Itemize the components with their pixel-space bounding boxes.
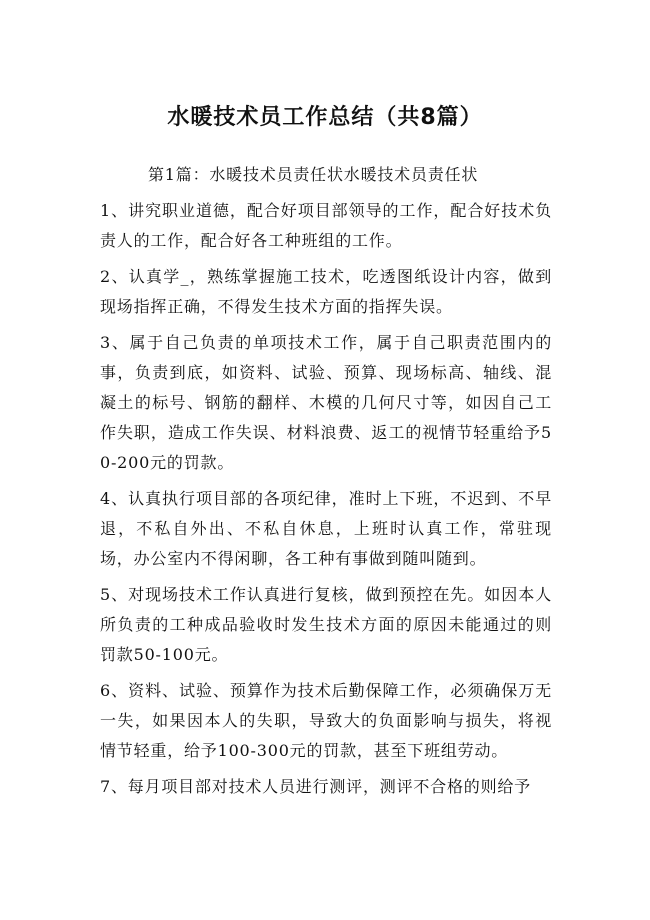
paragraph-3: 3、属于自己负责的单项技术工作，属于自己职责范围内的事，负责到底，如资料、试验、预算、现场标高、轴线、混凝土的标号、钢筋的翻样、木模的几何尺寸等，如因自己工作失职，造成工作失误、材料浪费、返工的视情节轻重给予50-200元的罚款。 <box>100 333 552 472</box>
paragraph-5: 5、对现场技术工作认真进行复核，做到预控在先。如因本人所负责的工种成品验收时发生技术方面的原因未能通过的则罚款50-100元。 <box>100 585 552 664</box>
chapter-subtitle: 第1篇：水暖技术员责任状水暖技术员责任状 <box>148 165 479 184</box>
paragraph-4: 4、认真执行项目部的各项纪律，准时上下班，不迟到、不早退，不私自外出、不私自休息，上班时认真工作，常驻现场，办公室内不得闲聊，各工种有事做到随叫随到。 <box>100 489 552 568</box>
document-body <box>100 160 552 802</box>
paragraph-6: 6、资料、试验、预算作为技术后勤保障工作，必须确保万无一失，如果因本人的失职，导致大的负面影响与损失，将视情节轻重，给予100-300元的罚款，甚至下班组劳动。 <box>100 681 552 760</box>
paragraph-2: 2、认真学_，熟练掌握施工技术，吃透图纸设计内容，做到现场指挥正确，不得发生技术方面的指挥失误。 <box>100 267 552 316</box>
paragraph-1: 1、讲究职业道德，配合好项目部领导的工作，配合好技术负责人的工作，配合好各工种班组的工作。 <box>100 201 552 250</box>
paragraph-7: 7、每月项目部对技术人员进行测评，测评不合格的则给予 <box>100 777 531 796</box>
document-title: 水暖技术员工作总结（共8篇） <box>167 105 483 130</box>
